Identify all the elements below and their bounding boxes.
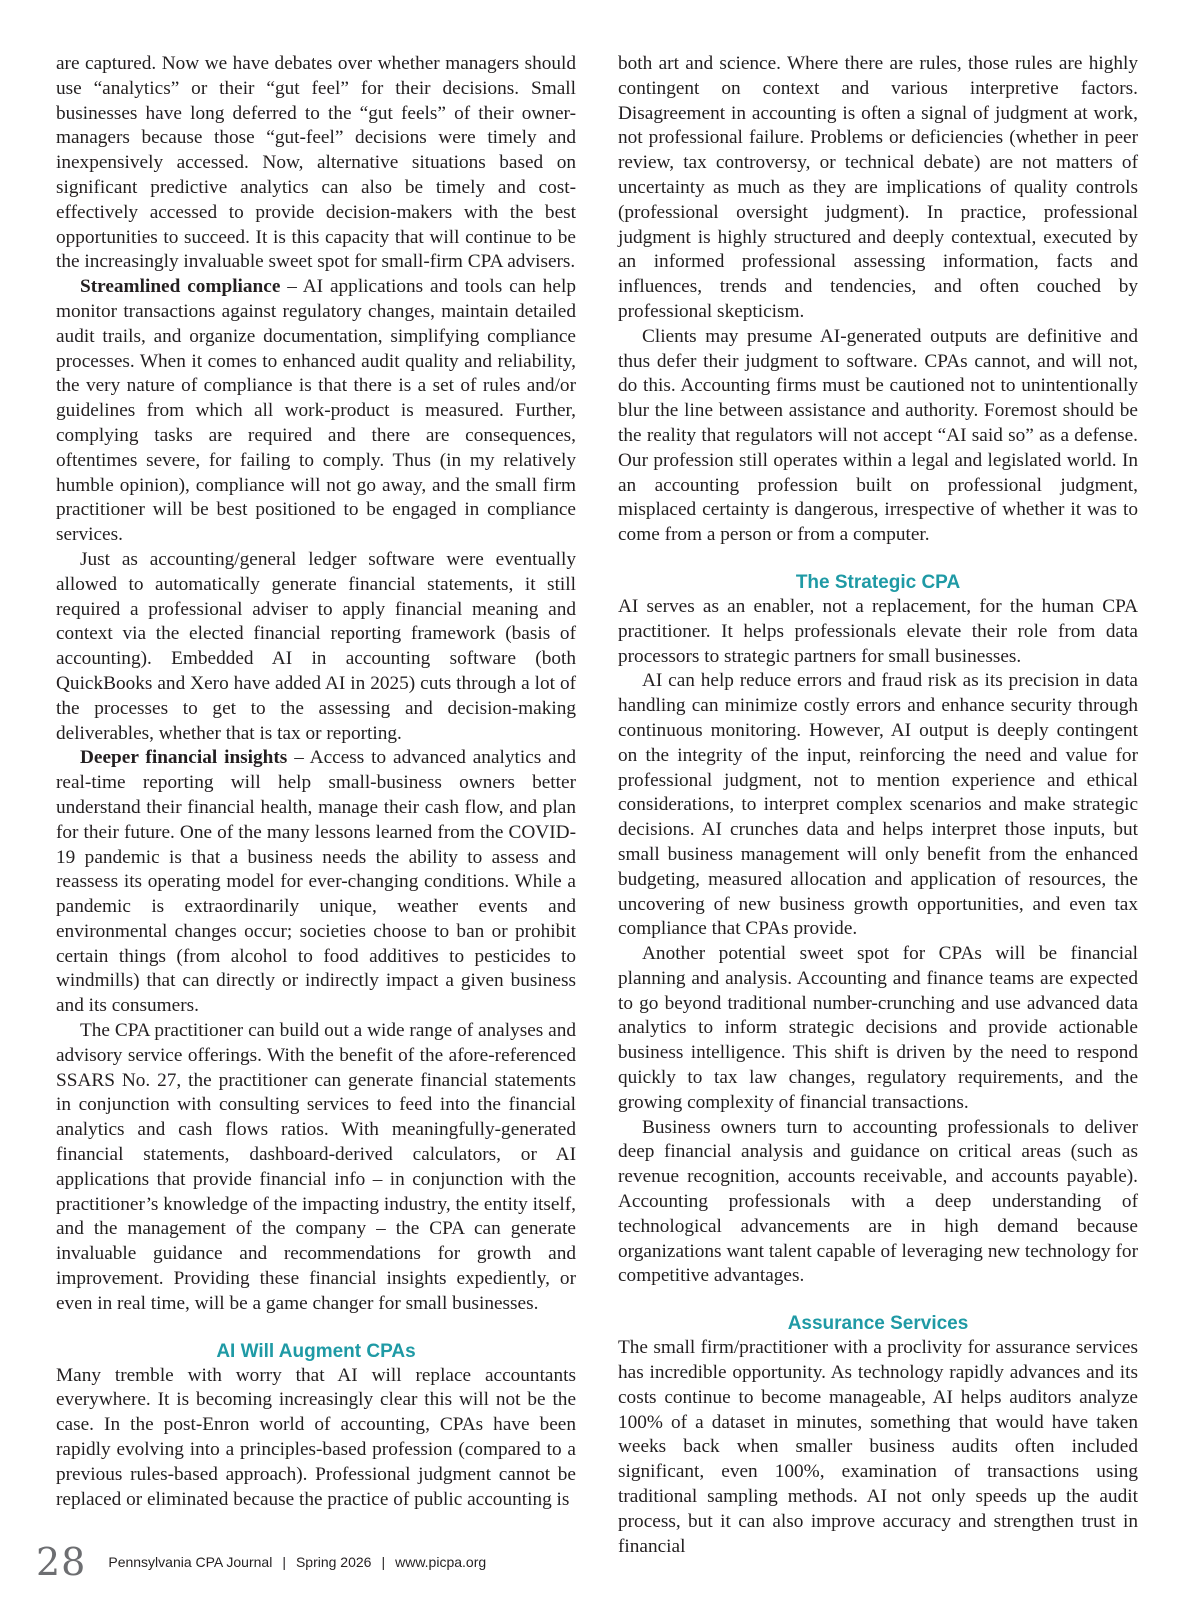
paragraph: both art and science. Where there are rules, those rules are highly contingent on context and various interpretive factors. Disagreement in accounting is often a signal of judgment at work, not professional failure. Problems or deficiencies (whether in peer review, tax controversy, or technical debate) are not matters of uncertainty as much as they are implications of quality controls (professional oversight judgment). In practice, professional judgment is highly structured and deeply contextual, executed by an informed professional assessing information, facts and influences, trends and tendencies, and often couched by professional skepticism. (618, 53, 1138, 322)
footer-publication: Pennsylvania CPA Journal (108, 1554, 273, 1570)
paragraph: Clients may presume AI-generated outputs are definitive and thus defer their judgment to software. CPAs cannot, and will not, do this. Accounting firms must be cautioned not to unintentionally blur the line between assistance and authority. Foremost should be the reality that regulators will not accept “AI said so” as a defense. Our profession still operates within a legal and legislated world. In an accounting profession built on professional judgment, misplaced certainty is dangerous, irrespective of whether it was to come from a person or from a computer. (618, 325, 1138, 546)
run-in-heading: Deeper financial insights (80, 747, 288, 769)
paragraph: The small firm/practitioner with a proclivity for assurance services has incredible opportunity. As technology rapidly advances and its costs continue to become manageable, AI helps auditors analyze 100% of a dataset in minutes, something that would have taken weeks back when smaller business audits often included significant, even 100%, examination of transactions using traditional sampling methods. AI not only speeds up the audit process, but it can also improve accuracy and strengthen trust in financial (618, 1337, 1138, 1557)
paragraph: Many tremble with worry that AI will replace accountants everywhere. It is becoming increasingly clear this will not be the case. In the post-Enron world of accounting, CPAs have been rapidly evolving into a principles-based profession (compared to a previous rules-based approach). Professional judgment cannot be replaced or eliminated because the practice of public accounting is (56, 1364, 576, 1510)
section-heading: AI Will Augment CPAs (216, 1340, 416, 1362)
paragraph: AI serves as an enabler, not a replacement, for the human CPA practitioner. It helps professionals elevate their role from data processors to strategic partners for small businesses. (618, 595, 1138, 667)
paragraph: Another potential sweet spot for CPAs will be financial planning and analysis. Accounting and finance teams are expected to go beyond traditional number-crunching and use advanced data analytics to inform strategic decisions and provide actionable business intelligence. This shift is driven by the need to respond quickly to tax law changes, regulatory requirements, and the growing complexity of financial transactions. (618, 943, 1138, 1113)
section-heading: Assurance Services (787, 1313, 969, 1335)
right-column (618, 52, 1138, 1559)
paragraph-body: – Access to advanced analytics and real-time reporting will help small-business owners better understand their financial health, manage their cash flow, and plan for their future. One of the many lessons learned from the COVID-19 pandemic is that a business needs the ability to assess and reassess its operating model for ever-changing conditions. While a pandemic is extraordinarily unique, weather events and environmental changes occur; societies choose to ban or prohibit certain things (from alcohol to food additives to pesticides to windmills) that can directly or indirectly impact a given business and its consumers. (56, 747, 577, 1017)
paragraph-body: – AI applications and tools can help monitor transactions against regulatory changes, maintain detailed audit trails, and organize documentation, simplifying compliance processes. When it comes to enhanced audit quality and reliability, the very nature of compliance is that there is a set of rules and/or guidelines from which all work-product is measured. Further, complying tasks are required and there are consequences, oftentimes severe, for failing to comply. Thus (in my relatively humble opinion), compliance will not go away, and the small firm practitioner will be best positioned to be engaged in compliance services. (56, 276, 576, 546)
page-number: 28 (36, 1540, 87, 1584)
section-heading: The Strategic CPA (795, 571, 961, 593)
footer-website: www.picpa.org (395, 1554, 487, 1570)
paragraph: Just as accounting/general ledger software were eventually allowed to automatically generate financial statements, it still required a professional adviser to apply financial meaning and context via the elected financial reporting framework (basis of accounting). Embedded AI in accounting software (both QuickBooks and Xero have added AI in 2025) cuts through a lot of the processes to get to the assessing and decision-making deliverables, whether that is tax or reporting. (56, 548, 576, 744)
paragraph: AI can help reduce errors and fraud risk as its precision in data handling can minimize costly errors and enhance security through continuous monitoring. However, AI output is deeply contingent on the integrity of the input, reinforcing the need and value for professional judgment, not to mention experience and ethical considerations, to interpret complex scenarios and make strategic decisions. AI crunches data and helps interpret those inputs, but small business management will only benefit from the enhanced budgeting, measured allocation and application of resources, the uncovering of new business growth opportunities, and even tax compliance that CPAs provide. (618, 670, 1138, 940)
left-column (56, 52, 576, 1512)
footer-issue: Spring 2026 (295, 1554, 372, 1570)
paragraph (56, 746, 576, 1019)
footer-separator: | (282, 1554, 286, 1570)
paragraph: Business owners turn to accounting professionals to deliver deep financial analysis and guidance on critical areas (such as revenue recognition, accounts receivable, and accounts payable). Accounting professionals with a deep understanding of technological advancements are in high demand because organizations want talent capable of leveraging new technology for competitive advantages. (618, 1116, 1138, 1287)
paragraph: The CPA practitioner can build out a wide range of analyses and advisory service offerings. With the benefit of the afore-referenced SSARS No. 27, the practitioner can generate financial statements in conjunction with consulting services to feed into the financial analytics and cash flows ratios. With meaningfully-generated financial statements, dashboard-derived calculators, or AI applications that provide financial info – in conjunction with the practitioner’s knowledge of the impacting industry, the entity itself, and the management of the company – the CPA can generate invaluable guidance and recommendations for growth and improvement. Providing these financial insights expediently, or even in real time, will be a game changer for small businesses. (56, 1020, 576, 1314)
paragraph: are captured. Now we have debates over whether managers should use “analytics” or their “gut feel” for their decisions. Small businesses have long deferred to the “gut feels” of their owner-managers because those “gut-feel” decisions were timely and inexpensively accessed. Now, alternative situations based on significant predictive analytics can also be timely and cost-effectively accessed to provide decision-makers with the best opportunities to succeed. It is this capacity that will continue to be the increasingly invaluable sweet spot for small-firm CPA advisers. (56, 53, 576, 273)
run-in-heading: Streamlined compliance (80, 276, 281, 298)
page-footer (36, 1542, 486, 1582)
paragraph (56, 275, 576, 548)
footer-separator: | (381, 1554, 386, 1570)
